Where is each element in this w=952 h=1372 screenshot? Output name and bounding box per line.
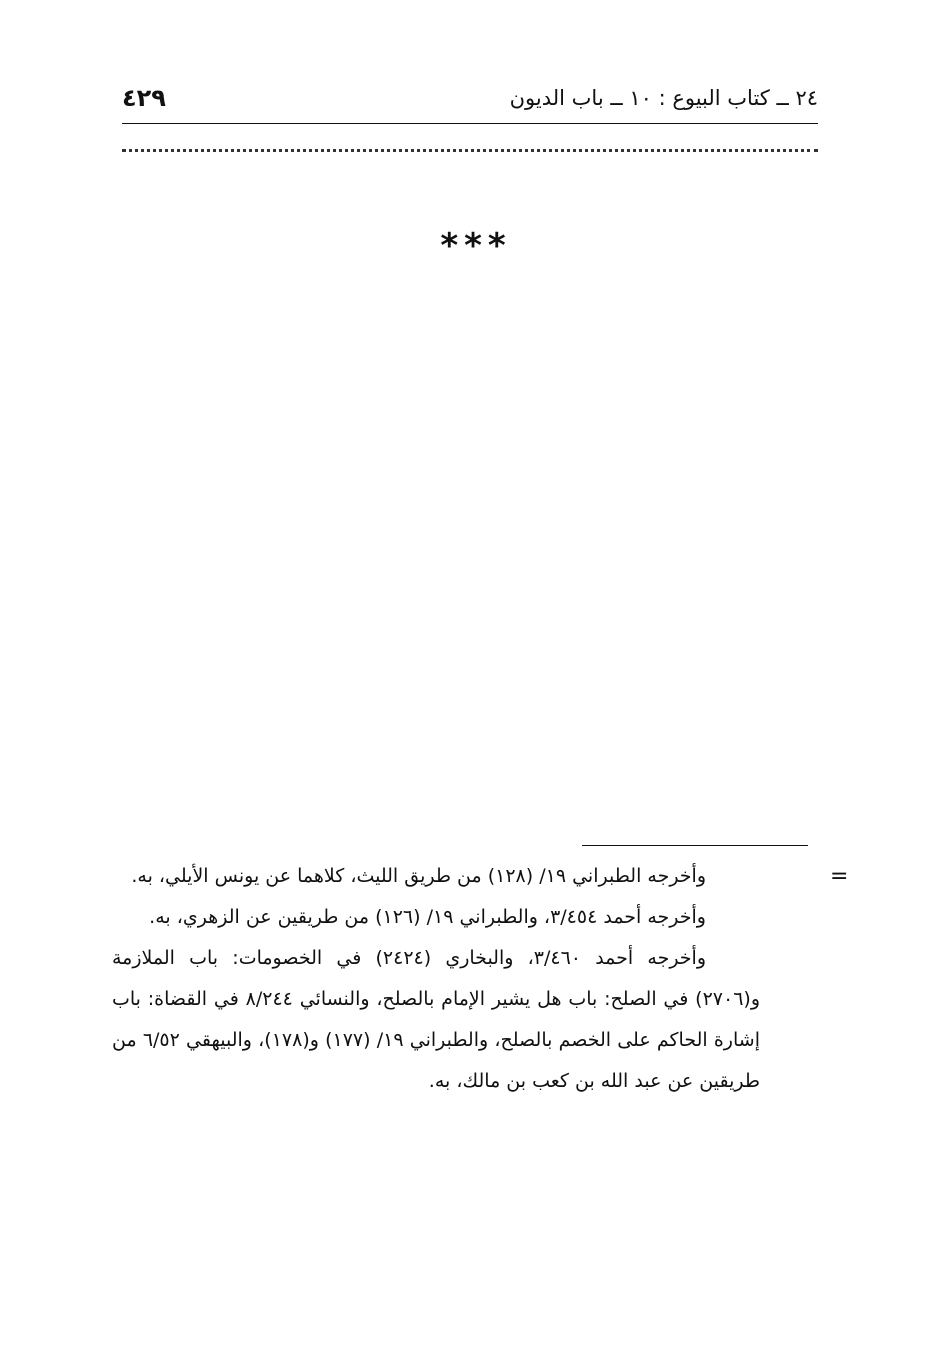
footnote-continuation-mark: = <box>830 864 849 889</box>
chapter-title: ٢٤ ــ كتاب البيوع : ١٠ ــ باب الديون <box>509 86 818 110</box>
footnote-paragraph: وأخرجه أحمد ٣/٤٦٠، والبخاري (٢٤٢٤) في الخصومات: باب الملازمة و(٢٧٠٦) في الصلح: باب هل يشير الإمام بالصلح، والنسائي ٨/٢٤٤ في القضاة: باب إشارة الحاكم على الخصم بالصلح، والطبراني ١٩/ (١٧٧) و(١٧٨)، والبيهقي ٦/٥٢ من طريقين عن عبد الله بن كعب بن مالك، به. <box>112 947 760 1092</box>
footnote-paragraph: وأخرجه أحمد ٣/٤٥٤، والطبراني ١٩/ (١٢٦) من طريقين عن الزهري، به. <box>149 906 706 928</box>
page-number: ٤٢٩ <box>122 84 166 112</box>
running-header <box>122 78 818 118</box>
footnote-paragraph: وأخرجه الطبراني ١٩/ (١٢٨) من طريق الليث، كلاهما عن يونس الأيلي، به. <box>131 865 706 887</box>
footnote-rule <box>582 845 808 846</box>
header-rule <box>122 123 818 124</box>
section-separator: *** <box>440 226 512 266</box>
footnotes <box>112 856 760 1102</box>
dotted-elision-line <box>122 149 818 152</box>
